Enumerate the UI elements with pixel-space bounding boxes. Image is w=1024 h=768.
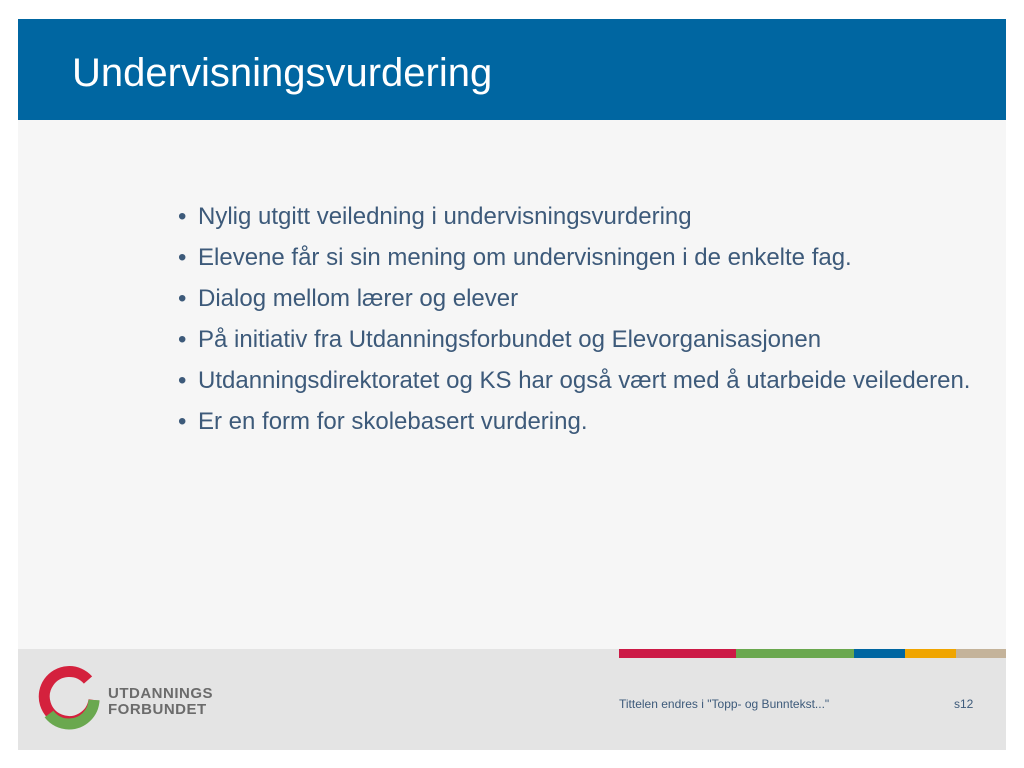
bullet-item [178, 365, 988, 396]
slide-title: Undervisningsvurdering [72, 51, 493, 95]
bullet-marker: • [178, 367, 187, 394]
bullet-text: Er en form for skolebasert vurdering. [198, 408, 588, 435]
slide-content [178, 201, 988, 447]
bullet-item [178, 242, 988, 273]
color-stripe-yellow [905, 649, 956, 658]
logo-wordmark [108, 686, 213, 718]
bullet-marker: • [178, 285, 187, 312]
color-stripe-blue [854, 649, 905, 658]
slide [18, 19, 1006, 750]
bullet-marker: • [178, 326, 187, 353]
color-stripe-beige [956, 649, 1006, 658]
footer-text: Tittelen endres i "Topp- og Bunntekst..." [619, 697, 830, 711]
bullet-item [178, 324, 988, 355]
bullet-item [178, 283, 988, 314]
logo-line-2: FORBUNDET [108, 701, 207, 718]
bullet-list [178, 201, 988, 437]
bullet-item [178, 201, 988, 232]
page-number: s12 [954, 697, 974, 711]
organization-logo [36, 666, 216, 732]
logo-mark-icon [36, 666, 102, 732]
logo-line-1: UTDANNINGS [108, 685, 213, 702]
footer [18, 649, 1006, 750]
bullet-item [178, 406, 988, 437]
bullet-text: Utdanningsdirektoratet og KS har også vært med å utarbeide veilederen. [198, 367, 971, 394]
bullet-marker: • [178, 203, 187, 230]
bullet-text: På initiativ fra Utdanningsforbundet og Elevorganisasjonen [198, 326, 822, 353]
color-stripe-red [619, 649, 736, 658]
color-stripe-green [736, 649, 854, 658]
bullet-marker: • [178, 408, 187, 435]
title-bar [18, 19, 1006, 120]
bullet-marker: • [178, 244, 187, 271]
bullet-text: Dialog mellom lærer og elever [198, 285, 519, 312]
bullet-text: Elevene får si sin mening om undervisningen i de enkelte fag. [198, 244, 852, 271]
bullet-text: Nylig utgitt veiledning i undervisningsvurdering [198, 203, 692, 230]
